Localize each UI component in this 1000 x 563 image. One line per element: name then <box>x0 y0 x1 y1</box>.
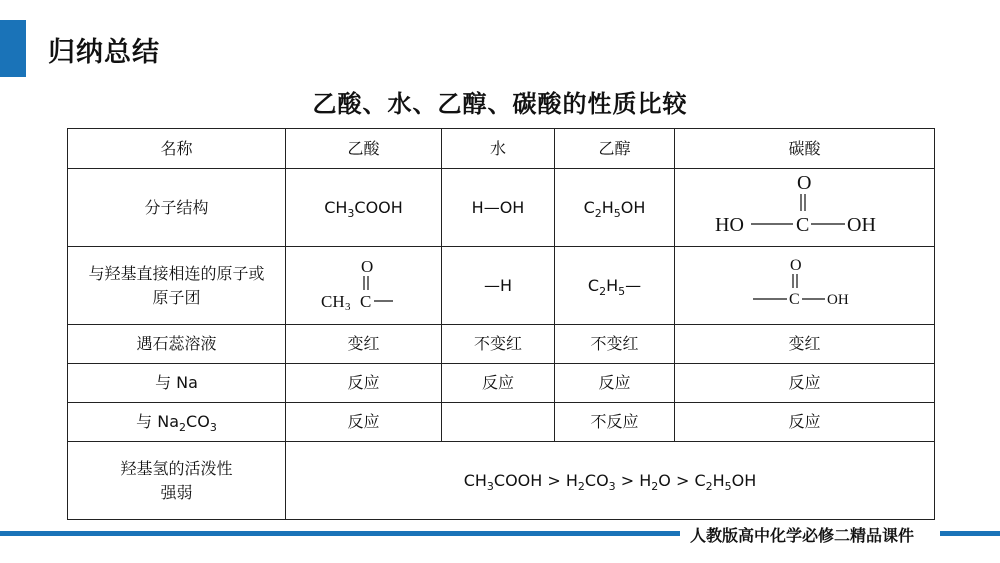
carboxyl-fragment-formula <box>745 252 865 312</box>
acetyl-group-formula <box>319 252 409 312</box>
footer-divider-left <box>0 531 680 536</box>
carbonate-carbonic: 反应 <box>675 403 935 442</box>
label-litmus: 遇石蕊溶液 <box>68 325 286 364</box>
header-water: 水 <box>442 129 555 169</box>
svg-text:CH: CH <box>320 292 345 311</box>
svg-text:O: O <box>789 257 802 274</box>
row-activity <box>68 442 935 520</box>
title-accent-bar <box>0 20 26 77</box>
svg-text:C: C <box>788 291 800 308</box>
sodium-ethanol: 反应 <box>555 364 675 403</box>
header-carbonic-acid: 碳酸 <box>675 129 935 169</box>
label-attached-group: 与羟基直接相连的原子或 原子团 <box>68 247 286 325</box>
litmus-carbonic: 变红 <box>675 325 935 364</box>
row-structure <box>68 169 935 247</box>
litmus-water: 不变红 <box>442 325 555 364</box>
row-sodium <box>68 364 935 403</box>
litmus-acetic: 变红 <box>286 325 442 364</box>
footer-caption: 人教版高中化学必修二精品课件 <box>690 526 915 545</box>
svg-text:3: 3 <box>344 301 350 312</box>
group-carbonic <box>675 247 935 325</box>
svg-text:C: C <box>795 214 809 236</box>
sodium-carbonic: 反应 <box>675 364 935 403</box>
litmus-ethanol: 不变红 <box>555 325 675 364</box>
sodium-water: 反应 <box>442 364 555 403</box>
svg-text:O: O <box>796 172 811 194</box>
structure-carbonic <box>675 169 935 247</box>
footer-divider-right <box>940 531 1000 536</box>
carbonate-acetic: 反应 <box>286 403 442 442</box>
sodium-acetic: 反应 <box>286 364 442 403</box>
label-structure: 分子结构 <box>68 169 286 247</box>
label-sodium: 与 Na <box>68 364 286 403</box>
table-header-row <box>68 129 935 169</box>
group-water: —H <box>442 247 555 325</box>
table-title: 乙酸、水、乙醇、碳酸的性质比较 <box>312 90 688 118</box>
carbonate-water <box>442 403 555 442</box>
label-activity: 羟基氢的活泼性 强弱 <box>68 442 286 520</box>
svg-text:O: O <box>360 257 373 276</box>
header-name: 名称 <box>68 129 286 169</box>
svg-text:C: C <box>359 292 371 311</box>
carbonic-structure-formula <box>705 169 905 239</box>
svg-text:OH: OH <box>826 292 849 308</box>
activity-order: $CH_3COOH > H_2CO_3 > H_2O > C_2H_5OH$ <box>286 442 935 520</box>
row-sodium-carbonate <box>68 403 935 442</box>
header-ethanol: 乙醇 <box>555 129 675 169</box>
svg-text:OH: OH <box>846 214 876 236</box>
label-sodium-carbonate: 与 $Na_2CO_3$ <box>68 403 286 442</box>
structure-water: H—OH <box>442 169 555 247</box>
svg-text:HO: HO <box>714 214 744 236</box>
structure-acetic: $CH_3COOH$ <box>286 169 442 247</box>
structure-ethanol: $C_2H_5OH$ <box>555 169 675 247</box>
carbonate-ethanol: 不反应 <box>555 403 675 442</box>
row-litmus <box>68 325 935 364</box>
group-acetic <box>286 247 442 325</box>
header-acetic-acid: 乙酸 <box>286 129 442 169</box>
comparison-table <box>67 128 935 520</box>
group-ethanol: $C_2H_5—$ <box>555 247 675 325</box>
page-title: 归纳总结 <box>48 37 160 68</box>
row-attached-group <box>68 247 935 325</box>
